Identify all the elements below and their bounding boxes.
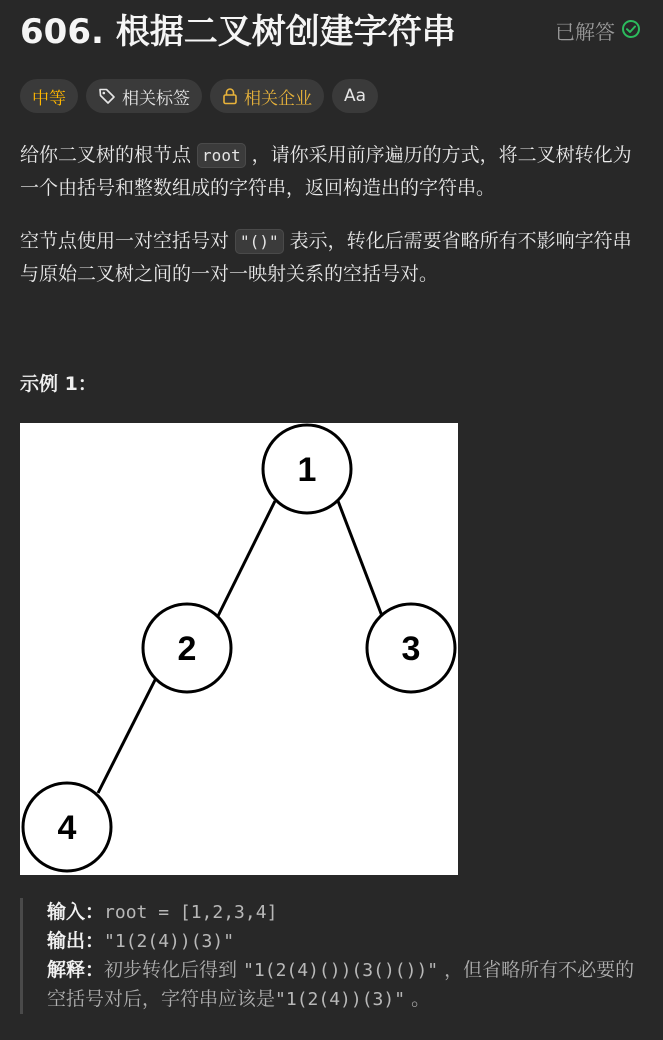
check-circle-icon (621, 18, 641, 46)
output-line (47, 927, 645, 956)
tree-edge (218, 501, 275, 616)
explanation-line (47, 956, 645, 1014)
related-companies-label: 相关企业 (244, 88, 312, 109)
desc-text: 表示，转化后需要省略所有不影响字符串与原始二叉树之间的一对一映射关系的空括号对。 (20, 230, 632, 285)
desc-text: 给你二叉树的根节点 (20, 144, 198, 166)
explanation-text: 初步转化后得到 (104, 959, 244, 981)
output-label: 输出： (47, 930, 105, 952)
tree-node-label: 4 (57, 809, 77, 847)
inline-code: root (197, 143, 246, 168)
solved-status (555, 18, 641, 46)
lock-icon (222, 87, 238, 105)
description-paragraph-1 (20, 139, 645, 204)
solved-label: 已解答 (555, 20, 615, 44)
desc-text: 空节点使用一对空括号对 (20, 230, 236, 252)
tree-node-label: 2 (177, 630, 197, 668)
difficulty-badge[interactable] (20, 79, 78, 113)
example-io-block (20, 898, 645, 1014)
output-value: "1(2(4))(3)" (104, 931, 235, 952)
difficulty-label: 中等 (32, 88, 66, 109)
translate-font-icon: Aa (344, 86, 367, 106)
explanation-code: "1(2(4))(3)" (275, 989, 406, 1010)
example-title: 示例 1： (20, 373, 97, 395)
tree-node-label: 3 (401, 630, 421, 668)
explanation-code: "1(2(4)())(3()())" (243, 960, 439, 981)
tree-node-label: 1 (297, 451, 317, 489)
binary-tree-diagram (20, 423, 458, 875)
tag-icon (98, 87, 116, 105)
desc-text: ，请你采用前序遍历的方式，将二叉树转化为一个由括号和整数组成的字符串，返回构造出的字符串。 (20, 144, 632, 199)
related-topics-button[interactable] (86, 79, 202, 113)
related-topics-label: 相关标签 (122, 88, 190, 109)
explanation-text: ，但省略所有不必要的空括号对后，字符串应该是 (47, 959, 635, 1010)
tag-bar (20, 79, 378, 113)
inline-code: "()" (235, 229, 284, 254)
input-value: root = [1,2,3,4] (104, 902, 278, 923)
explanation-text: 。 (405, 988, 431, 1010)
input-label: 输入： (47, 901, 105, 923)
explanation-label: 解释： (47, 959, 105, 981)
tree-edge (338, 501, 382, 616)
input-line (47, 898, 645, 927)
related-companies-button[interactable] (210, 79, 324, 113)
description-paragraph-2 (20, 225, 645, 290)
font-toggle-button[interactable] (332, 79, 378, 113)
problem-title: 606. 根据二叉树创建字符串 (20, 12, 456, 52)
tree-edge (98, 678, 156, 793)
